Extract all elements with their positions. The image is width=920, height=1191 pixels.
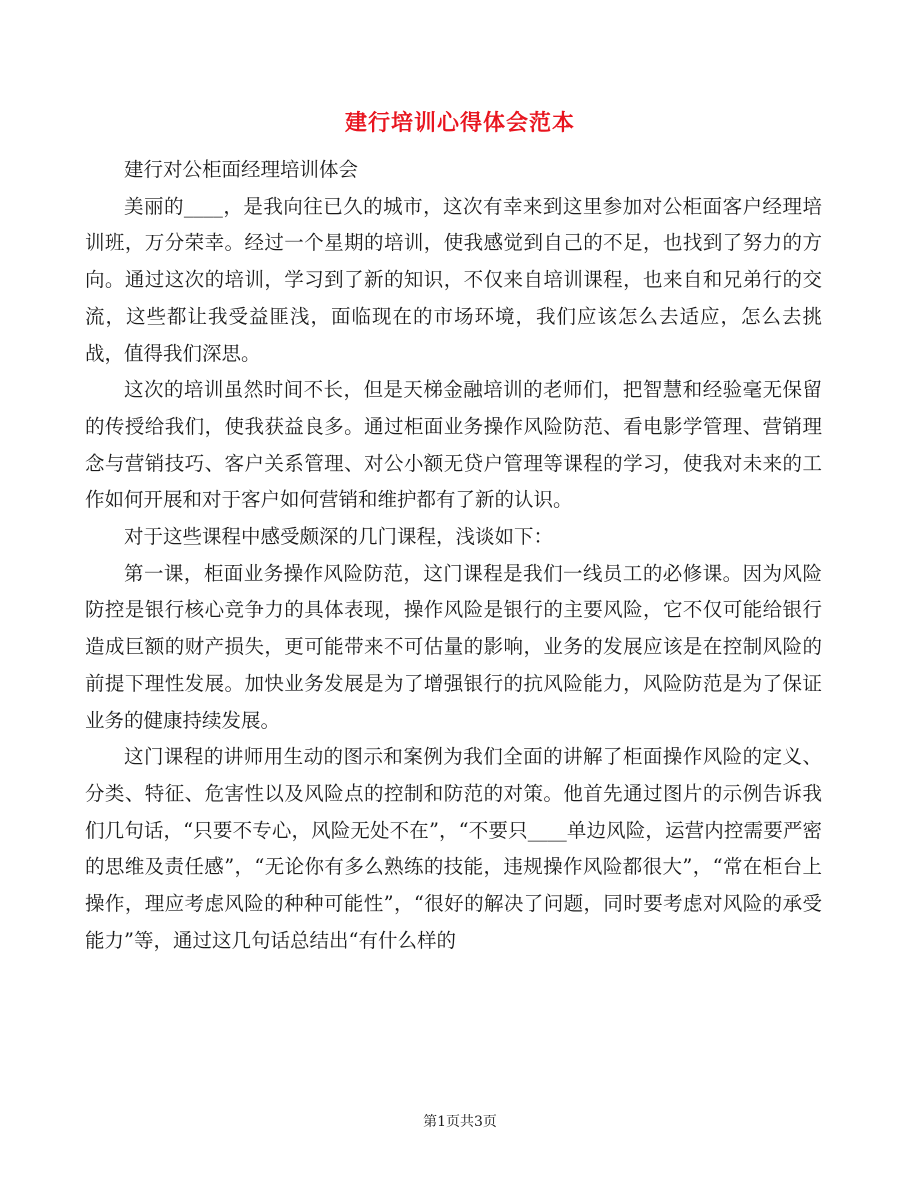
paragraph-intro: 美丽的____，是我向往已久的城市，这次有幸来到这里参加对公柜面客户经理培训班，万分荣幸。经过一个星期的培训，使我感觉到自己的不足，也找到了努力的方向。通过这次的培训，学习到了新的知识，不仅来自培训课程，也来自和兄弟行的交流，这些都让我受益匪浅，面临现在的市场环境，我们应该怎么去适应，怎么去挑战，值得我们深思。 <box>85 194 822 365</box>
paragraph-lecturer: 这门课程的讲师用生动的图示和案例为我们全面的讲解了柜面操作风险的定义、分类、特征、危害性以及风险点的控制和防范的对策。他首先通过图片的示例告诉我们几句话，“只要不专心，风险无处不在”，“不要只____单边风险，运营内控需要严密的思维及责任感”，“无论你有多么熟练的技能，违规操作风险都很大”，“常在柜台上操作，理应考虑风险的种种可能性”，“很好的解决了问题，同时要考虑对风险的承受能力”等，通过这几句话总结出“有什么样的 <box>85 745 822 952</box>
document-body <box>85 152 822 959</box>
page-number: 第1页共3页 <box>423 1114 497 1130</box>
paragraph-courses-intro: 对于这些课程中感受颇深的几门课程，浅谈如下： <box>124 525 554 549</box>
document-title: 建行培训心得体会范本 <box>344 110 575 136</box>
paragraph-lesson-one: 第一课，柜面业务操作风险防范，这门课程是我们一线员工的必修课。因为风险防控是银行核心竞争力的具体表现，操作风险是银行的主要风险，它不仅可能给银行造成巨额的财产损失，更可能带来不可估量的影响，业务的发展应该是在控制风险的前提下理性发展。加快业务发展是为了增强银行的抗风险能力，风险防范是为了保证业务的健康持续发展。 <box>85 561 822 732</box>
paragraph-subtitle: 建行对公柜面经理培训体会 <box>124 158 359 181</box>
paragraph-training: 这次的培训虽然时间不长，但是天梯金融培训的老师们，把智慧和经验毫无保留的传授给我们，使我获益良多。通过柜面业务操作风险防范、看电影学管理、营销理念与营销技巧、客户关系管理、对公小额无贷户管理等课程的学习，使我对未来的工作如何开展和对于客户如何营销和维护都有了新的认识。 <box>85 378 822 512</box>
